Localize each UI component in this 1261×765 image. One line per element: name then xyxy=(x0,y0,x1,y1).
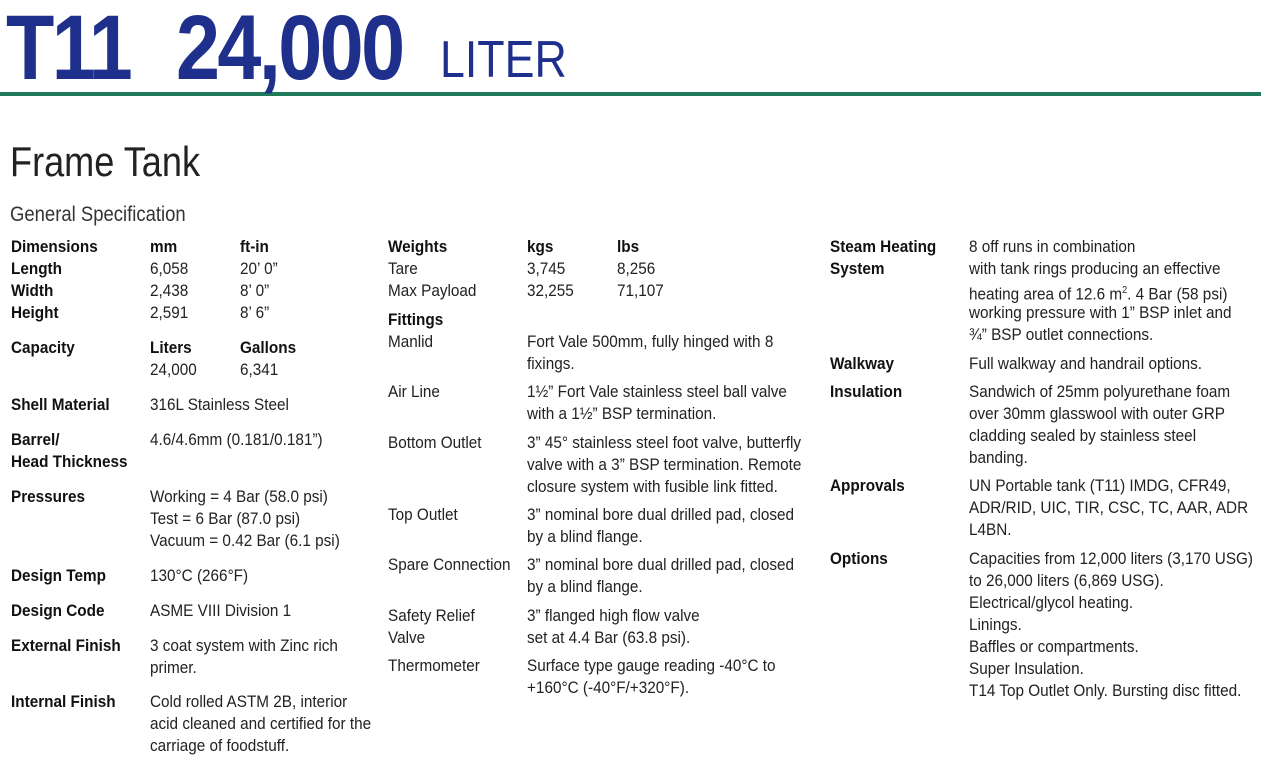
external-finish-line1: 3 coat system with Zinc rich xyxy=(150,636,338,655)
bottom-outlet-line3: closure system with fusible link fitted. xyxy=(527,477,778,496)
internal-finish-line2: acid cleaned and certified for the xyxy=(150,714,372,733)
walkway-label: Walkway xyxy=(830,354,895,373)
height-label: Height xyxy=(11,303,59,322)
safety-relief-line2: set at 4.4 Bar (63.8 psi). xyxy=(527,628,691,647)
internal-finish-label: Internal Finish xyxy=(11,692,116,711)
air-line-line1: 1½” Fort Vale stainless steel ball valve xyxy=(527,382,787,401)
thermometer-label: Thermometer xyxy=(388,656,480,675)
approvals-line3: L4BN. xyxy=(969,520,1012,539)
tare-kgs: 3,745 xyxy=(527,259,566,278)
air-line-label: Air Line xyxy=(388,382,440,401)
insulation-line3: cladding sealed by stainless steel xyxy=(969,426,1197,445)
steam-line4: working pressure with 1” BSP inlet and xyxy=(969,303,1232,322)
approvals-line2: ADR/RID, UIC, TIR, CSC, TC, AAR, ADR xyxy=(969,498,1249,517)
max-payload-lbs: 71,107 xyxy=(617,281,664,300)
capacity-gallons: 6,341 xyxy=(240,360,279,379)
tare-lbs: 8,256 xyxy=(617,259,656,278)
shell-material-value: 316L Stainless Steel xyxy=(150,395,289,414)
capacity-liters-header: Liters xyxy=(150,338,192,357)
spare-connection-label: Spare Connection xyxy=(388,555,511,574)
capacity-gallons-header: Gallons xyxy=(240,338,297,357)
internal-finish-line3: carriage of foodstuff. xyxy=(150,736,290,755)
pressure-vacuum: Vacuum = 0.42 Bar (6.1 psi) xyxy=(150,531,340,550)
design-temp-label: Design Temp xyxy=(11,566,106,585)
options-label: Options xyxy=(830,549,888,568)
weights-lbs-header: lbs xyxy=(617,237,640,256)
width-label: Width xyxy=(11,281,54,300)
weights-kgs-header: kgs xyxy=(527,237,554,256)
barrel-label: Barrel/ xyxy=(11,430,60,449)
design-code-value: ASME VIII Division 1 xyxy=(150,601,292,620)
spare-connection-line1: 3” nominal bore dual drilled pad, closed xyxy=(527,555,795,574)
walkway-value: Full walkway and handrail options. xyxy=(969,354,1203,373)
internal-finish-line1: Cold rolled ASTM 2B, interior xyxy=(150,692,348,711)
manlid-label: Manlid xyxy=(388,332,434,351)
model-code: T11 xyxy=(6,0,131,99)
width-ftin: 8’ 0” xyxy=(240,281,270,300)
length-ftin: 20’ 0” xyxy=(240,259,278,278)
max-payload-kgs: 32,255 xyxy=(527,281,574,300)
bottom-outlet-line2: valve with a 3” BSP termination. Remote xyxy=(527,455,802,474)
capacity-headline: 24,000 xyxy=(176,0,403,99)
dimensions-label: Dimensions xyxy=(11,237,98,256)
steam-line2: with tank rings producing an effective xyxy=(969,259,1221,278)
insulation-line4: banding. xyxy=(969,448,1028,467)
steam-line3-sup: 2 xyxy=(1122,285,1128,296)
external-finish-line2: primer. xyxy=(150,658,197,677)
thermometer-line2: +160°C (-40°F/+320°F). xyxy=(527,678,690,697)
options-line4: Linings. xyxy=(969,615,1022,634)
options-line2: to 26,000 liters (6,869 USG). xyxy=(969,571,1164,590)
design-temp-value: 130°C (266°F) xyxy=(150,566,249,585)
steam-line3-b: . 4 Bar (58 psi) xyxy=(1127,284,1228,304)
insulation-label: Insulation xyxy=(830,382,903,401)
design-code-label: Design Code xyxy=(11,601,105,620)
options-line1: Capacities from 12,000 liters (3,170 USG) xyxy=(969,549,1254,568)
dimensions-mm-header: mm xyxy=(150,237,178,256)
pressure-working: Working = 4 Bar (58.0 psi) xyxy=(150,487,328,506)
options-line5: Baffles or compartments. xyxy=(969,637,1139,656)
top-outlet-line2: by a blind flange. xyxy=(527,527,643,546)
tare-label: Tare xyxy=(388,259,418,278)
dimensions-ftin-header: ft-in xyxy=(240,237,269,256)
head-thickness-label: Head Thickness xyxy=(11,452,128,471)
steam-system-label: System xyxy=(830,259,885,278)
air-line-line2: with a 1½” BSP termination. xyxy=(527,404,717,423)
options-line7: T14 Top Outlet Only. Bursting disc fitted. xyxy=(969,681,1242,700)
top-outlet-line1: 3” nominal bore dual drilled pad, closed xyxy=(527,505,795,524)
safety-relief-valve-label: Valve xyxy=(388,628,426,647)
manlid-line2: fixings. xyxy=(527,354,575,373)
approvals-line1: UN Portable tank (T11) IMDG, CFR49, xyxy=(969,476,1231,495)
manlid-line1: Fort Vale 500mm, fully hinged with 8 xyxy=(527,332,774,351)
safety-relief-label: Safety Relief xyxy=(388,606,475,625)
options-line6: Super Insulation. xyxy=(969,659,1084,678)
length-label: Length xyxy=(11,259,62,278)
safety-relief-line1: 3” flanged high flow valve xyxy=(527,606,700,625)
header xyxy=(0,0,1261,99)
bottom-outlet-label: Bottom Outlet xyxy=(388,433,482,452)
pressure-test: Test = 6 Bar (87.0 psi) xyxy=(150,509,301,528)
length-mm: 6,058 xyxy=(150,259,189,278)
thermometer-line1: Surface type gauge reading -40°C to xyxy=(527,656,776,675)
height-mm: 2,591 xyxy=(150,303,189,322)
fittings-heading: Fittings xyxy=(388,310,444,329)
max-payload-label: Max Payload xyxy=(388,281,477,300)
bottom-outlet-line1: 3” 45° stainless steel foot valve, butterfly xyxy=(527,433,802,452)
page-title: Frame Tank xyxy=(10,138,201,185)
steam-line5: ¾” BSP outlet connections. xyxy=(969,325,1154,344)
top-outlet-label: Top Outlet xyxy=(388,505,458,524)
approvals-label: Approvals xyxy=(830,476,905,495)
width-mm: 2,438 xyxy=(150,281,189,300)
shell-material-label: Shell Material xyxy=(11,395,110,414)
steam-line3-a: heating area of 12.6 m xyxy=(969,284,1123,304)
spare-connection-line2: by a blind flange. xyxy=(527,577,643,596)
steam-line1: 8 off runs in combination xyxy=(969,237,1136,256)
steam-heating-label: Steam Heating xyxy=(830,237,937,256)
section-subtitle: General Specification xyxy=(10,203,186,226)
external-finish-label: External Finish xyxy=(11,636,121,655)
pressures-label: Pressures xyxy=(11,487,86,506)
options-line3: Electrical/glycol heating. xyxy=(969,593,1134,612)
capacity-unit: LITER xyxy=(440,31,567,89)
weights-label: Weights xyxy=(388,237,448,256)
insulation-line2: over 30mm glasswool with outer GRP xyxy=(969,404,1225,423)
height-ftin: 8’ 6” xyxy=(240,303,270,322)
insulation-line1: Sandwich of 25mm polyurethane foam xyxy=(969,382,1231,401)
capacity-label: Capacity xyxy=(11,338,75,357)
thickness-value: 4.6/4.6mm (0.181/0.181”) xyxy=(150,430,323,449)
capacity-liters: 24,000 xyxy=(150,360,197,379)
